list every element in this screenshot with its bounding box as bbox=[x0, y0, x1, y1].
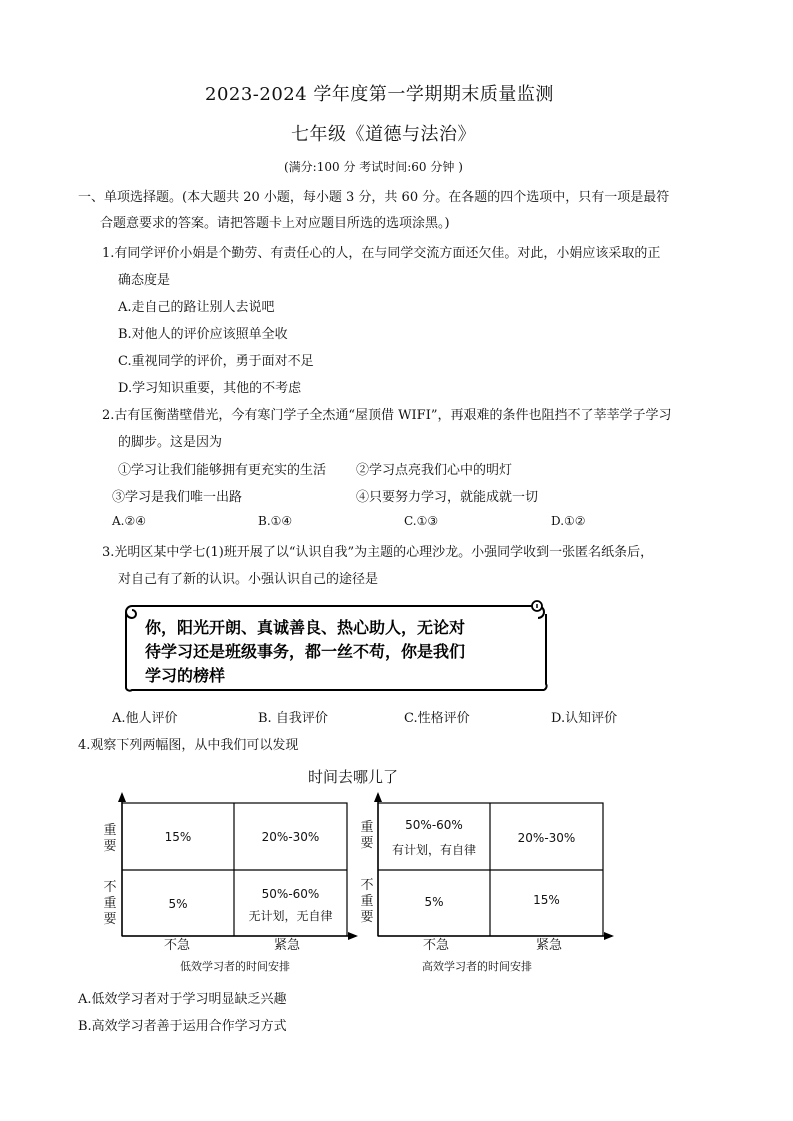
left-axis-important: 重要 bbox=[103, 823, 117, 854]
figure-title: 时间去哪儿了 bbox=[308, 768, 399, 786]
q2-option-b[interactable]: B.①④ bbox=[258, 514, 293, 528]
q4-stem: 4.观察下列两幅图，从中我们可以发现 bbox=[78, 738, 299, 753]
right-chart-caption: 高效学习者的时间安排 bbox=[422, 960, 532, 973]
right-axis-urgent: 紧急 bbox=[536, 938, 563, 953]
q4-option-a[interactable]: A.低效学习者对于学习明显缺乏兴趣 bbox=[78, 992, 287, 1007]
q2-option-d[interactable]: D.①② bbox=[551, 514, 586, 528]
q1-option-c[interactable]: C.重视同学的评价，勇于面对不足 bbox=[118, 354, 314, 369]
q4-option-b[interactable]: B.高效学习者善于运用合作学习方式 bbox=[78, 1019, 287, 1034]
q2-option-a[interactable]: A.②④ bbox=[112, 514, 146, 528]
left-chart-caption: 低效学习者的时间安排 bbox=[180, 960, 290, 973]
note-line-1: 你，阳光开朗、真诚善良、热心助人，无论对 bbox=[145, 618, 466, 637]
q3-option-d[interactable]: D.认知评价 bbox=[551, 711, 618, 726]
q3-option-c[interactable]: C.性格评价 bbox=[404, 711, 470, 726]
q2-statement-3: ③学习是我们唯一出路 bbox=[112, 490, 243, 505]
right-axis-not-urgent: 不急 bbox=[423, 938, 450, 953]
q2-statement-4: ④只要努力学习，就能成就一切 bbox=[356, 490, 539, 505]
right-q-important-not-urgent-value: 50%-60% bbox=[405, 818, 463, 832]
q2-statement-1: ①学习让我们能够拥有更充实的生活 bbox=[118, 463, 327, 478]
q1-option-b[interactable]: B.对他人的评价应该照单全收 bbox=[118, 327, 288, 342]
left-axis-not-important: 不重要 bbox=[103, 880, 117, 927]
exam-title: 2023-2024 学年度第一学期期末质量监测 bbox=[205, 84, 554, 105]
left-axis-urgent: 紧急 bbox=[274, 938, 301, 953]
exam-info: (满分:100 分 考试时间:60 分钟 ) bbox=[284, 160, 463, 174]
q3-option-a[interactable]: A.他人评价 bbox=[112, 711, 178, 726]
right-q-important-not-urgent-note: 有计划，有自律 bbox=[391, 843, 476, 857]
q1-stem-line2: 确态度是 bbox=[118, 273, 171, 288]
q2-stem-line2: 的脚步。这是因为 bbox=[118, 435, 223, 450]
left-q-unimportant-urgent-value: 50%-60% bbox=[261, 887, 320, 901]
q1-stem-line1: 1.有同学评价小娟是个勤劳、有责任心的人，在与同学交流方面还欠佳。对此，小娟应该采取的正 bbox=[102, 246, 661, 261]
note-line-2: 待学习还是班级事务，都一丝不苟，你是我们 bbox=[145, 642, 466, 661]
left-q-important-urgent: 20%-30% bbox=[261, 830, 320, 844]
section-heading-line1: 一、单项选择题。(本大题共 20 小题，每小题 3 分，共 60 分。在各题的四个选项中，只有一项是最符 bbox=[78, 190, 670, 205]
q2-stem-line1: 2.古有匡衡凿壁借光，今有寒门学子全杰通“屋顶借 WIFI”，再艰难的条件也阻挡不了莘莘学子学习 bbox=[102, 408, 672, 423]
right-time-matrix bbox=[368, 790, 618, 942]
note-line-3: 学习的榜样 bbox=[145, 666, 226, 685]
q2-option-c[interactable]: C.①③ bbox=[404, 514, 439, 528]
left-axis-not-urgent: 不急 bbox=[164, 938, 191, 953]
exam-subject: 七年级《道德与法治》 bbox=[291, 124, 476, 145]
section-heading-line2: 合题意要求的答案。请把答题卡上对应题目所选的选项涂黑。) bbox=[100, 216, 450, 231]
q3-option-b[interactable]: B. 自我评价 bbox=[258, 711, 328, 726]
right-q-unimportant-urgent: 15% bbox=[533, 893, 560, 907]
left-q-important-not-urgent: 15% bbox=[164, 830, 192, 844]
right-q-unimportant-not-urgent: 5% bbox=[424, 895, 444, 909]
left-q-unimportant-not-urgent: 5% bbox=[168, 897, 188, 911]
left-q-unimportant-urgent-note: 无计划，无自律 bbox=[248, 909, 333, 923]
q2-statement-2: ②学习点亮我们心中的明灯 bbox=[356, 463, 513, 478]
q1-option-d[interactable]: D.学习知识重要，其他的不考虑 bbox=[118, 381, 302, 396]
q3-stem-line2: 对自己有了新的认识。小强认识自己的途径是 bbox=[118, 572, 379, 587]
q3-stem-line1: 3.光明区某中学七(1)班开展了以“认识自我”为主题的心理沙龙。小强同学收到一张匿名纸条后， bbox=[102, 545, 654, 560]
right-axis-not-important: 不重要 bbox=[360, 878, 374, 925]
right-axis-important: 重要 bbox=[360, 820, 374, 851]
right-q-important-urgent: 20%-30% bbox=[517, 831, 576, 845]
q1-option-a[interactable]: A.走自己的路让别人去说吧 bbox=[118, 300, 275, 315]
